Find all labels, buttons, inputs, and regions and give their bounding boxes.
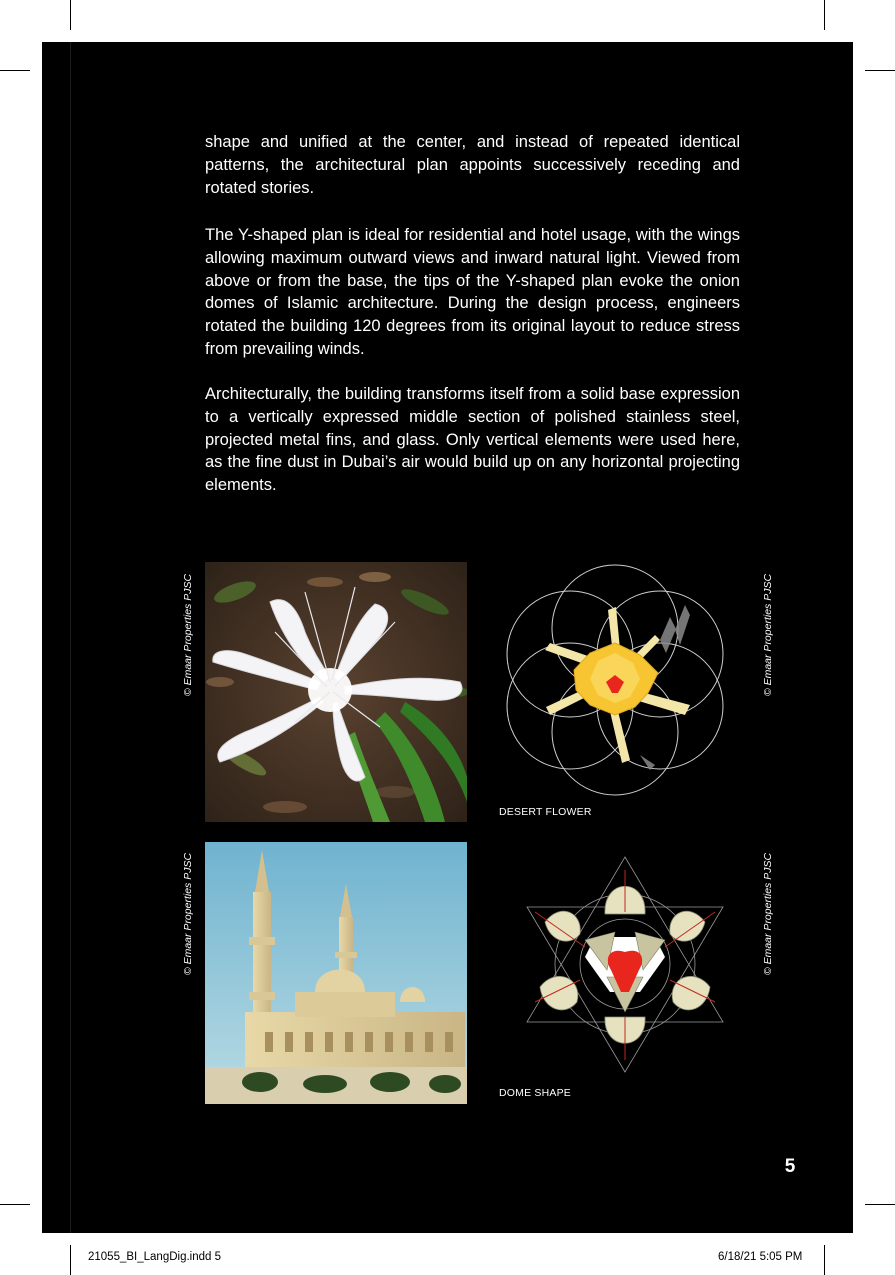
crop-mark (865, 70, 895, 71)
page-gutter (70, 42, 71, 1233)
desert-flower-diagram (490, 555, 740, 805)
crop-mark (824, 1245, 825, 1275)
dome-shape-diagram (515, 852, 735, 1077)
dome-shape-caption: DOME SHAPE (499, 1087, 572, 1099)
photo-credit: © Emaar Properties PJSC (182, 573, 194, 697)
photo-credit: © Emaar Properties PJSC (182, 852, 194, 976)
slug-filename: 21055_BI_LangDig.indd 5 (88, 1251, 222, 1263)
crop-mark (865, 1204, 895, 1205)
crop-mark (0, 70, 30, 71)
page-number: 5 (784, 1156, 796, 1177)
crop-mark (824, 0, 825, 30)
flower-photo (205, 562, 467, 822)
slug-timestamp: 6/18/21 5:05 PM (718, 1251, 803, 1263)
desert-flower-caption: DESERT FLOWER (499, 806, 592, 818)
photo-credit: © Emaar Properties PJSC (762, 573, 774, 697)
photo-credit: © Emaar Properties PJSC (762, 852, 774, 976)
body-paragraph: Architecturally, the building transforms itself from a solid base expression to a vertically expressed middle section of polished stainless steel, projected metal fins, and glass. Only vertical elements were used here, as the fine dust in Dubai’s air would build up on any horizontal projecting elements. (205, 385, 740, 495)
body-paragraph: shape and unified at the center, and instead of repeated identical patterns, the architectural plan appoints successively receding and rotated stories. (205, 133, 740, 197)
crop-mark (70, 0, 71, 30)
body-paragraph: The Y-shaped plan is ideal for residential and hotel usage, with the wings allowing maximum outward views and inward natural light. Viewed from above or from the base, the tips of the Y-shaped plan evoke the onion domes of Islamic architecture. During the design process, engineers rotated the building 120 degrees from its original layout to reduce stress from prevailing winds. (205, 226, 740, 358)
crop-mark (70, 1245, 71, 1275)
crop-mark (0, 1204, 30, 1205)
mosque-photo (205, 842, 467, 1104)
